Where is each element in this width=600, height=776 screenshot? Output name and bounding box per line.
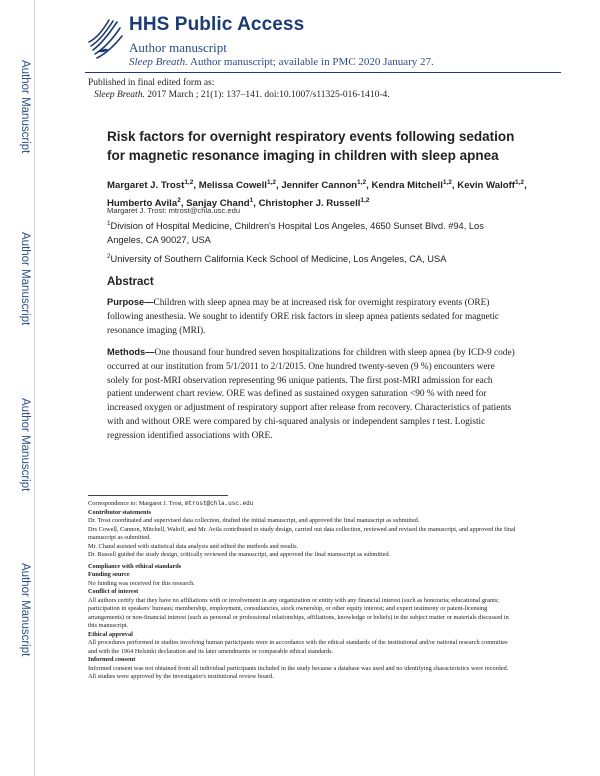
abstract-methods (107, 346, 517, 444)
conflict-text: All authors certify that they have no affiliations with or involvement in any organization or entity with any financial interest (such as honoraria; educational grants; participation in speakers' bureaus; membership, employment, consultancies, stock ownership, or other equity interest; and expert testimony or patent-licensing arrangements) or non-financial interest (such as personal or professional relationships, affiliations, knowledge or beliefs) in the subject matter or materials discussed in this manuscript. (88, 596, 509, 629)
abstract-purpose (107, 296, 517, 338)
affiliation-1 (107, 217, 517, 247)
ethical-text: All procedures performed in studies involving human participants were in accordance with the ethical standards of the institutional and/or national research committee and with the 1964 Helsinki declaration and its later amendments or comparable ethical standards. (88, 639, 508, 655)
author-affiliation-sup: 1,2 (357, 179, 367, 186)
ethical-heading: Ethical approval (88, 630, 133, 638)
author-affiliation-sup: 1,2 (360, 197, 370, 204)
author (199, 180, 276, 191)
correspondence-label: Correspondence to: Margaret J. Trost, (88, 500, 185, 507)
abstract-heading: Abstract (107, 276, 154, 288)
footnotes (88, 500, 516, 682)
author-affiliation-sup: 1 (249, 197, 254, 204)
funding-heading: Funding source (88, 571, 130, 578)
contributor-1: Dr. Trost coordinated and supervised data collection, drafted the initial manuscript, and approved the final manuscript as submitted. (88, 517, 420, 524)
citation (88, 89, 390, 101)
side-label-3: Author Manuscript (19, 398, 31, 492)
side-label-4: Author Manuscript (19, 563, 31, 657)
methods-lead: Methods— (107, 347, 155, 357)
author-affiliation-sup: 1,2 (266, 179, 276, 186)
affiliation-1-text: Division of Hospital Medicine, Children's Hospital Los Angeles, 4650 Sunset Blvd. #94, Los Angeles, CA 90027, USA (107, 221, 484, 245)
correspondence (88, 500, 516, 509)
methods-text-b: test. Logistic regression identified associations with ORE. (107, 416, 486, 441)
side-label-1: Author Manuscript (19, 60, 31, 154)
author-affiliation-sup: 1,2 (184, 179, 194, 186)
author-name: Christopher J. Russell (258, 198, 361, 209)
margin-rule (34, 0, 35, 776)
author-name: Humberto Avila (107, 198, 178, 209)
author (457, 180, 524, 191)
author (259, 198, 370, 209)
header-divider (85, 72, 561, 73)
consent-heading: Informed consent (88, 656, 136, 663)
conflict-heading: Conflict of interest (88, 588, 139, 595)
author-name: Jennifer Cannon (281, 180, 358, 191)
side-label-2: Author Manuscript (19, 232, 31, 326)
author (371, 180, 451, 191)
contributor-heading: Contributor statements (88, 508, 152, 516)
citation-journal: Sleep Breath. (94, 90, 145, 100)
affiliation-2-sup: 2 (107, 253, 111, 260)
author-list: Margaret J. Trost$^{1,2}$, Melissa Cowell$^{1,2}$, Jennifer Cannon$^{1,2}$, Kendra Mitchell$^{1,2}$, Kevin Waloff$^{1,2}$, Humberto Avila$^2$, Sanjay Chand$^1$, Christopher J. Russell$^{1,2}$ (107, 179, 527, 209)
hhs-eagle-logo-icon (85, 16, 125, 62)
funding-text: No funding was received for this research. (88, 579, 195, 587)
author (281, 180, 366, 191)
manuscript-type: Author manuscript (129, 40, 227, 55)
affiliation-1-sup: 1 (107, 220, 111, 227)
author (107, 180, 193, 191)
author-name: Sanjay Chand (186, 198, 250, 209)
author-name: Melissa Cowell (198, 180, 267, 191)
author-name: Kendra Mitchell (371, 180, 443, 191)
contributor-3: Mr. Chand assisted with statistical data analysis and edited the methods and results. (88, 542, 299, 550)
compliance-heading: Compliance with ethical standards (88, 562, 182, 570)
footnote-divider (88, 495, 228, 496)
author-name: Kevin Waloff (457, 180, 516, 191)
author-email: Margaret J. Trost: mtrost@chla.usc.edu (107, 206, 241, 215)
affiliation-2 (107, 250, 517, 267)
purpose-lead: Purpose— (107, 297, 154, 307)
author-affiliation-sup: 1,2 (442, 179, 452, 186)
consent-text: Informed consent was not obtained from all individual participants included in the study because a database was used and no identifying characteristics were recorded. All studies were approved by the investigator's institutional review board. (88, 664, 509, 680)
citation-details: 2017 March ; 21(1): 137–141. doi:10.1007/s11325-016-1410-4. (147, 90, 390, 100)
hhs-header (85, 16, 565, 72)
author-name: Margaret J. Trost (107, 180, 185, 191)
published-label: Published in final edited form as: (88, 78, 215, 88)
purpose-text: Children with sleep apnea may be at increased risk for overnight respiratory events (ORE) following anesthesia. We sought to identify ORE risk factors in sleep apnea patients sedated for magnetic resonance imaging (MRI). (107, 298, 500, 336)
article-title: Risk factors for overnight respiratory events following sedation for magnetic resonance imaging in children with sleep apnea (107, 129, 515, 163)
publication-info (88, 77, 390, 101)
methods-text-a: One thousand four hundred seven hospitalizations for children with sleep apnea (by ICD-9 code) occurred at our institution from 5/1/2011 to 2/1/2015. One hundred twenty-seven (9 %) encounters were solely for post-MRI observation representing 96 unique patients. The first post-MRI admission for each patient underwent chart review. ORE was defined as sustained oxygen saturation <90 % with need for increased oxygen or adjustment of respiratory support after release from recovery. Characteristics of patients with and without ORE were compared by chi-squared analysis or independent samples (107, 348, 515, 427)
methods-t: t (432, 416, 435, 427)
availability-line (129, 56, 434, 68)
author-affiliation-sup: 2 (177, 197, 181, 204)
contributor-4: Dr. Russell guided the study design, critically reviewed the manuscript, and approved the final manuscript as submitted. (88, 551, 391, 558)
correspondence-email: mtrost@chla.usc.edu (184, 500, 254, 507)
affiliation-2-text: University of Southern California Keck School of Medicine, Los Angeles, CA, USA (110, 254, 447, 264)
author-affiliation-sup: 1,2 (515, 179, 525, 186)
contributor-2: Drs Cowell, Cannon, Mitchell, Waloff, and Mr. Avila contributed to study design, carried out data collection, reviewed and revised the manuscript, and approved the final manuscript as submitted. (88, 525, 516, 541)
header-journal: Sleep Breath. (129, 56, 188, 68)
header-availability: Author manuscript; available in PMC 2020 January 27. (190, 56, 434, 68)
hhs-title: HHS Public Access (129, 14, 305, 35)
